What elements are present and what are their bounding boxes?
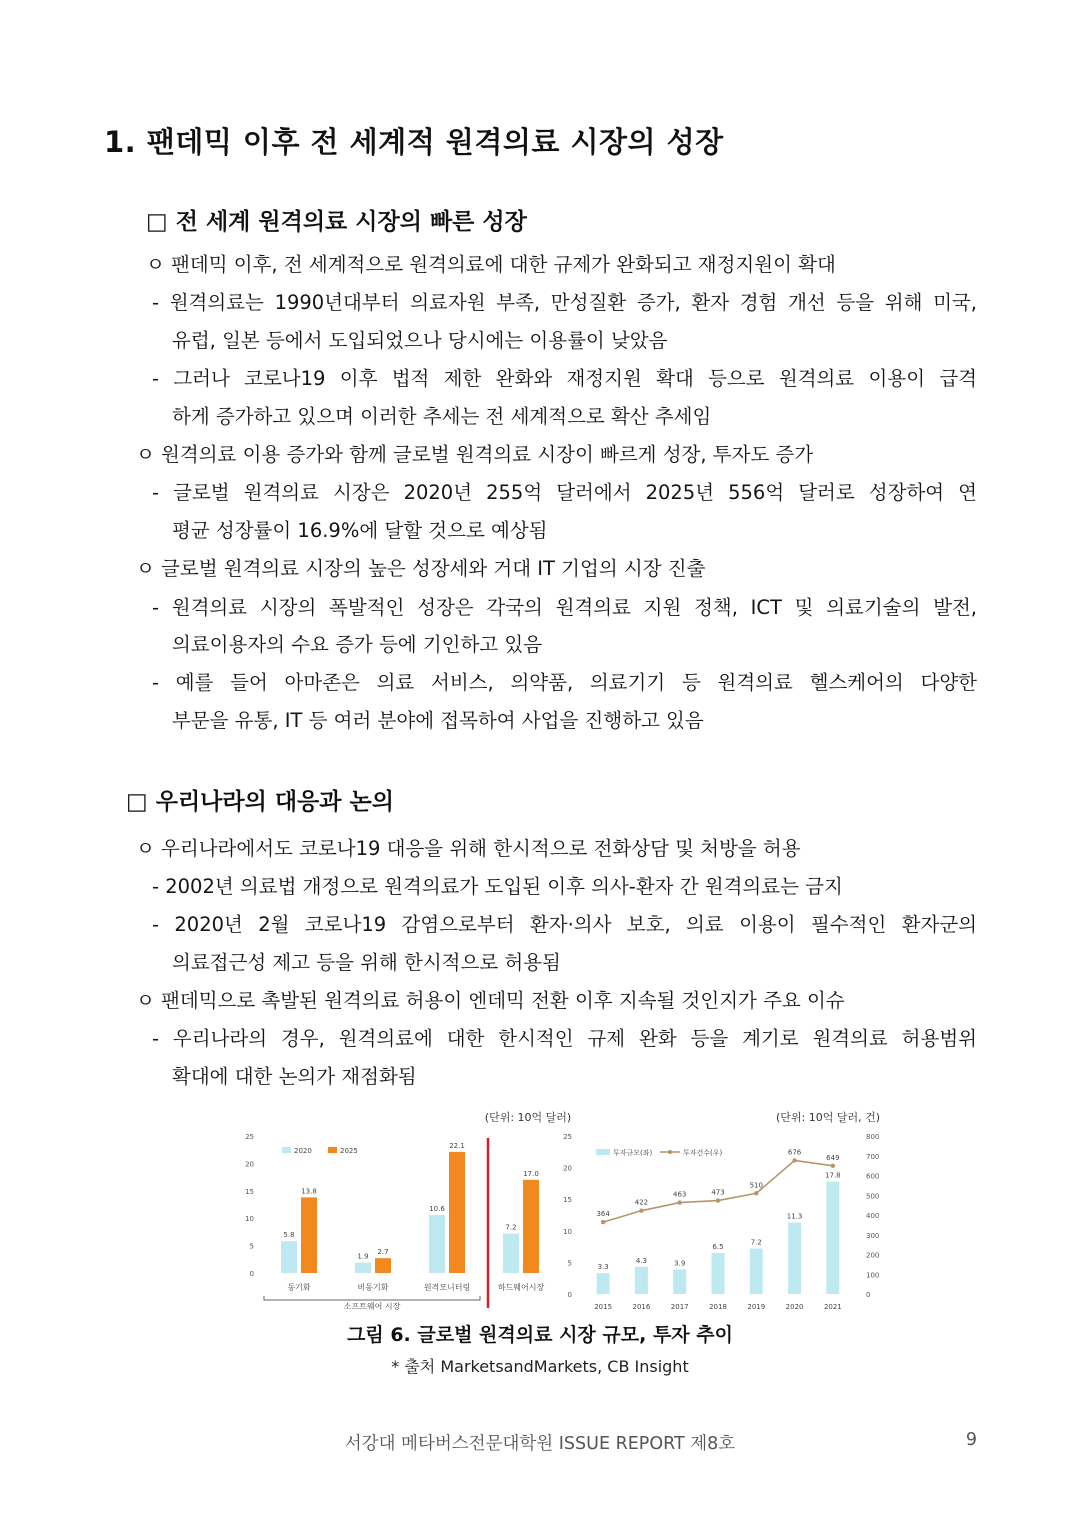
chart1-group-label: 소프트웨어 시장 [343,1302,401,1311]
chart1-legend-swatch [282,1147,291,1153]
continuation-line: 의료접근성 제고 등을 위해 한시적으로 허용됨 [172,951,561,974]
continuation-line: 유럽, 일본 등에서 도입되었으나 당시에는 이용률이 낮았음 [172,329,668,352]
chart2-y-right-tick: 500 [866,1192,880,1201]
chart2-y-right-tick: 400 [866,1212,880,1220]
chart1-data-label: 10.6 [429,1204,445,1213]
chart1-x-tick: 동기화 [287,1283,311,1292]
chart1-legend-swatch [328,1147,337,1153]
chart2-y-right-tick: 700 [866,1152,880,1161]
chart2-x-tick: 2018 [709,1303,727,1311]
chart2-line-point [754,1191,758,1195]
figure-source: * 출처 MarketsandMarkets, CB Insight [391,1357,689,1376]
chart2-y-right-tick: 300 [866,1231,880,1240]
chart2-y-left-tick: 0 [567,1291,572,1299]
continuation-line: 의료이용자의 수요 증가 등에 기인하고 있음 [172,633,543,656]
chart1-data-label: 5.8 [283,1231,295,1240]
chart2-line-point [831,1164,835,1168]
chart1-x-tick: 비동기화 [357,1283,389,1292]
section1-title: □ 전 세계 원격의료 시장의 빠른 성장 [146,209,527,235]
chart2-legend-swatch-bar [596,1149,610,1155]
chart2-line-label: 473 [711,1188,725,1197]
chart2-line-label: 364 [596,1210,610,1219]
chart1-legend-label: 2020 [294,1147,312,1155]
chart2-bar-label: 3.3 [597,1263,609,1272]
chart1-bar-2020 [355,1263,371,1273]
chart2-line-label: 649 [826,1153,840,1162]
page-footer: 서강대 메타버스전문대학원 ISSUE REPORT 제8호 [344,1434,736,1454]
chart1-x-tick: 원격모니터링 [423,1283,471,1292]
chart2-bar-investment [635,1267,648,1294]
continuation-line: 확대에 대한 논의가 재점화됨 [172,1065,417,1088]
chart2-y-left-tick: 20 [563,1164,572,1173]
dash-line: - 2020년 2월 코로나19 감염으로부터 환자·의사 보호, 의료 이용이 필수적인 환자군의 [152,913,977,936]
chart2-x-tick: 2019 [747,1303,766,1311]
chart2-x-tick: 2021 [823,1303,842,1311]
chart2-y-left-tick: 5 [567,1259,572,1268]
chart2-bar-label: 6.5 [712,1242,724,1251]
chart2-line-point [601,1220,605,1224]
continuation-line: 평균 성장률이 16.9%에 달할 것으로 예상됨 [172,519,548,542]
dash-line: - 원격의료는 1990년대부터 의료자원 부족, 만성질환 증가, 환자 경험 개선 등을 위해 미국, [152,291,977,314]
chart2-y-right-tick: 800 [866,1133,880,1141]
chart1-bar-2020 [503,1234,519,1273]
bullet-line: ㅇ 우리나라에서도 코로나19 대응을 위해 한시적으로 전화상담 및 처방을 허용 [136,837,801,860]
chart1-y-tick: 10 [245,1215,254,1224]
dash-line: - 예를 들어 아마존은 의료 서비스, 의약품, 의료기기 등 원격의료 헬스케어의 다양한 [152,671,977,694]
chart2-bar-investment [673,1269,686,1294]
chart2-y-left-tick: 25 [563,1133,572,1141]
chart2-bar-investment [788,1223,801,1294]
chart1-bar-2025 [449,1152,465,1273]
chart1-y-tick: 0 [249,1270,254,1278]
chart2-line-point [678,1200,682,1204]
chart2-line-label: 422 [634,1198,649,1207]
chart2-x-tick: 2015 [594,1303,613,1311]
section2-title: □ 우리나라의 대응과 논의 [126,789,394,815]
chart1-x-tick: 하드웨어시장 [497,1283,545,1292]
chart1-bar-2025 [301,1197,317,1273]
chart2-bar-investment [597,1273,610,1294]
chart2-y-right-tick: 200 [866,1251,880,1260]
chart2-y-left-tick: 15 [563,1196,572,1205]
chart2-x-tick: 2016 [632,1303,651,1311]
chart1-y-tick: 20 [245,1160,254,1169]
figure-charts [236,1106,896,1324]
charts-svg [236,1106,896,1324]
chart1-data-label: 1.9 [357,1252,369,1261]
dash-line: - 그러나 코로나19 이후 법적 제한 완화와 재정지원 확대 등으로 원격의료 이용이 급격 [152,367,977,390]
chart2-line-point [792,1158,796,1162]
chart1-legend-label: 2025 [340,1147,358,1155]
chart2-line-label: 510 [749,1181,763,1190]
chart1-data-label: 17.0 [523,1169,539,1178]
page-heading: 1. 팬데믹 이후 전 세계적 원격의료 시장의 성장 [104,125,724,159]
chart2-y-left-tick: 10 [563,1227,572,1236]
page-number: 9 [965,1430,977,1450]
chart2-line-point [639,1208,643,1212]
continuation-line: 부문을 유통, IT 등 여러 분야에 접목하여 사업을 진행하고 있음 [172,709,704,732]
chart2-line-label: 463 [673,1190,687,1199]
chart2-legend-label-line: 투자건수(우) [683,1149,723,1157]
chart1-y-tick: 25 [245,1133,254,1141]
dash-line: - 원격의료 시장의 폭발적인 성장은 각국의 원격의료 지원 정책, ICT 및 의료기술의 발전, [152,596,977,619]
chart1-unit-label: (단위: 10억 달러) [484,1111,572,1124]
chart1-group-bracket [264,1296,480,1300]
chart2-y-right-tick: 0 [866,1291,871,1299]
bullet-line: ㅇ 팬데믹 이후, 전 세계적으로 원격의료에 대한 규제가 완화되고 재정지원이 확대 [146,253,836,276]
chart2-line-label: 676 [787,1148,802,1157]
chart2-bar-label: 4.3 [635,1256,647,1265]
chart2-y-right-tick: 600 [866,1172,880,1181]
chart2-bar-label: 11.3 [786,1212,803,1221]
dash-line: - 글로벌 원격의료 시장은 2020년 255억 달러에서 2025년 556억 달러로 성장하여 연 [152,481,977,504]
chart1-bar-2025 [375,1258,391,1273]
chart2-x-tick: 2020 [785,1303,804,1311]
chart1-bar-2020 [281,1241,297,1273]
chart1-bar-2025 [523,1180,539,1273]
chart2-bar-investment [750,1248,763,1294]
chart2-bar-label: 7.2 [750,1238,762,1247]
chart2-legend-swatch-point [668,1150,672,1154]
chart1-data-label: 7.2 [505,1223,517,1232]
bullet-line: ㅇ 원격의료 이용 증가와 함께 글로벌 원격의료 시장이 빠르게 성장, 투자도 증가 [136,443,814,466]
chart1-data-label: 22.1 [449,1141,465,1150]
chart2-bar-investment [712,1253,725,1294]
chart2-legend-label-bar: 투자규모(좌) [613,1149,653,1157]
chart1-bar-2020 [429,1215,445,1273]
dash-line: - 2002년 의료법 개정으로 원격의료가 도입된 이후 의사-환자 간 원격의료는 금지 [152,875,843,898]
chart1-data-label: 13.8 [301,1187,317,1196]
chart1-y-tick: 5 [249,1242,254,1251]
chart2-y-right-tick: 100 [866,1271,880,1280]
chart1-y-tick: 15 [245,1187,254,1196]
chart2-line-point [716,1198,720,1202]
chart1-data-label: 2.7 [377,1248,389,1257]
chart2-bar-investment [826,1182,839,1294]
dash-line: - 우리나라의 경우, 원격의료에 대한 한시적인 규제 완화 등을 계기로 원격의료 허용범위 [152,1027,977,1050]
chart2-bar-label: 17.8 [825,1171,841,1180]
chart2-bar-label: 3.9 [674,1259,686,1268]
bullet-line: ㅇ 글로벌 원격의료 시장의 높은 성장세와 거대 IT 기업의 시장 진출 [136,557,706,580]
continuation-line: 하게 증가하고 있으며 이러한 추세는 전 세계적으로 확산 추세임 [172,405,712,428]
chart2-unit-label: (단위: 10억 달러, 건) [775,1111,881,1124]
chart2-x-tick: 2017 [670,1303,689,1311]
bullet-line: ㅇ 팬데믹으로 촉발된 원격의료 허용이 엔데믹 전환 이후 지속될 것인지가 주요 이슈 [136,989,845,1012]
figure-caption: 그림 6. 글로벌 원격의료 시장 규모, 투자 추이 [347,1324,733,1346]
